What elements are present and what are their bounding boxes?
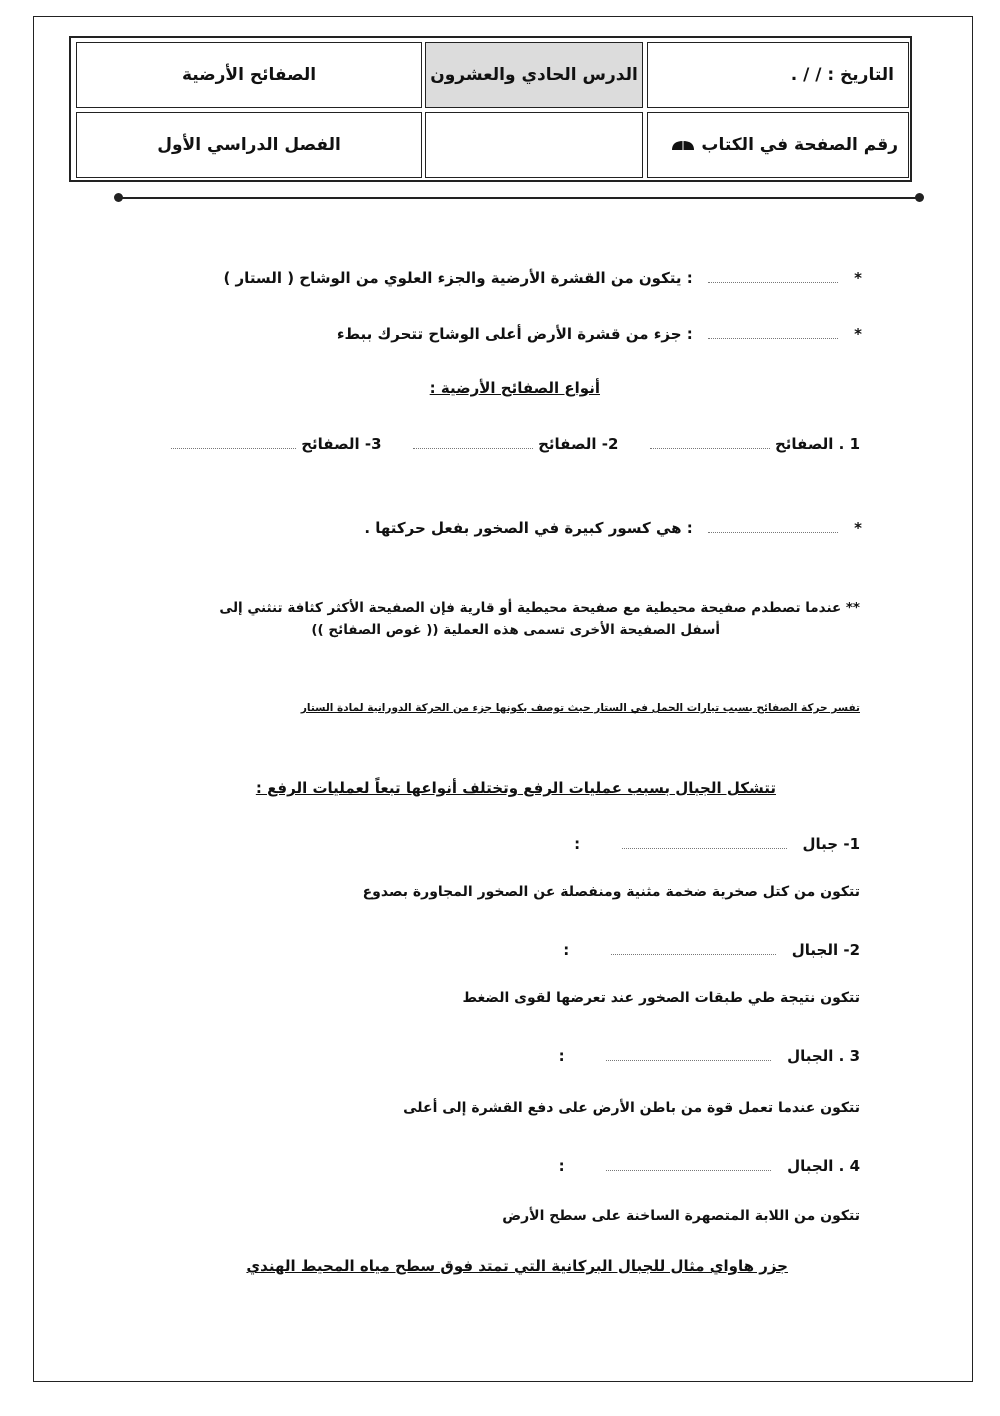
mountain-type-4-description: تتكون من اللابة المتصهرة الساخنة على سطح الأرض: [502, 1208, 860, 1224]
mountain-type-1-blank[interactable]: [622, 847, 787, 849]
answer-blank-1[interactable]: [708, 281, 838, 283]
convection-explanation: تفسر حركة الصفائح بسبب تيارات الحمل في الستار حيث توصف بكونها جزء من الحركة الدورانية لمادة الستار: [300, 702, 860, 714]
colon: :: [558, 1047, 565, 1065]
blank-cell: [425, 112, 643, 178]
plate-type-1-blank[interactable]: [650, 447, 770, 449]
question-1-text: : يتكون من القشرة الأرضية والجزء العلوي من الوشاح ( الستار ): [223, 269, 693, 287]
mountain-type-4-blank[interactable]: [606, 1169, 771, 1171]
mountain-type-2: [563, 940, 860, 960]
question-2-text: : جزء من قشرة الأرض أعلى الوشاح تتحرك ببطء: [336, 325, 693, 343]
date-cell: [647, 42, 909, 108]
plate-type-3-blank[interactable]: [171, 447, 296, 449]
divider-line: [118, 197, 920, 199]
question-2: [337, 324, 862, 344]
colon: :: [574, 835, 581, 853]
date-label: التاريخ : / / .: [790, 65, 894, 85]
mountain-type-2-blank[interactable]: [611, 953, 776, 955]
colon: :: [558, 1157, 565, 1175]
plate-type-3-label: 3- الصفائح: [301, 435, 382, 453]
mountain-type-2-label: 2- الجبال: [791, 941, 860, 959]
divider-dot-right: [915, 193, 924, 202]
mountain-type-2-description: تتكون نتيجة طي طبقات الصخور عند تعرضها لقوى الضغط: [462, 990, 860, 1006]
lesson-cell: الدرس الحادي والعشرون: [425, 42, 643, 108]
plate-types-heading: أنواع الصفائح الأرضية :: [429, 379, 600, 397]
question-3-text: : هي كسور كبيرة في الصخور بفعل حركتها .: [364, 519, 693, 537]
page-number-cell: [647, 112, 909, 178]
mountain-type-1-description: تتكون من كتل صخرية ضخمة مثنية ومنفصلة عن الصخور المجاورة بصدوع: [362, 884, 860, 900]
answer-blank-2[interactable]: [708, 337, 838, 339]
mountain-type-1-label: 1- جبال: [802, 835, 860, 853]
page-number-label: رقم الصفحة في الكتاب: [701, 135, 898, 155]
plate-types-row: [171, 434, 860, 454]
mountain-type-3: [559, 1046, 860, 1066]
subduction-note-line-1: ** عندما تصطدم صفيحة محيطية مع صفيحة محيطية أو قارية فإن الصفيحة الأكثر كثافة تنثني إلى: [219, 600, 860, 616]
mountain-type-3-description: تتكون عندما تعمل قوة من باطن الأرض على دفع القشرة إلى أعلى: [403, 1100, 860, 1116]
bullet-star: *: [854, 269, 862, 287]
hawaii-example: جزر هاواي مثال للجبال البركانية التي تمتد فوق سطح مياه المحيط الهندي: [246, 1257, 788, 1275]
bullet-star: *: [854, 519, 862, 537]
answer-blank-3[interactable]: [708, 531, 838, 533]
header-table: [69, 36, 912, 182]
question-1: [223, 268, 862, 288]
mountain-type-1: [574, 834, 860, 854]
topic-cell: الصفائح الأرضية: [76, 42, 422, 108]
mountain-type-4: [559, 1156, 860, 1176]
mountain-type-4-label: 4 . الجبال: [787, 1157, 860, 1175]
colon: :: [563, 941, 570, 959]
question-3: [364, 518, 862, 538]
book-icon: [671, 139, 695, 151]
mountain-type-3-blank[interactable]: [606, 1059, 771, 1061]
mountain-type-3-label: 3 . الجبال: [787, 1047, 860, 1065]
plate-type-2-label: 2- الصفائح: [538, 435, 619, 453]
mountains-heading: تتشكل الجبال بسبب عمليات الرفع وتختلف أنواعها تبعاً لعمليات الرفع :: [255, 779, 776, 797]
subduction-note-line-2: أسفل الصفيحة الأخرى تسمى هذه العملية (( غوص الصفائح )): [311, 622, 720, 638]
term-cell: الفصل الدراسي الأول: [76, 112, 422, 178]
bullet-star: *: [854, 325, 862, 343]
plate-type-1-label: 1 . الصفائح: [774, 435, 860, 453]
plate-type-2-blank[interactable]: [413, 447, 533, 449]
